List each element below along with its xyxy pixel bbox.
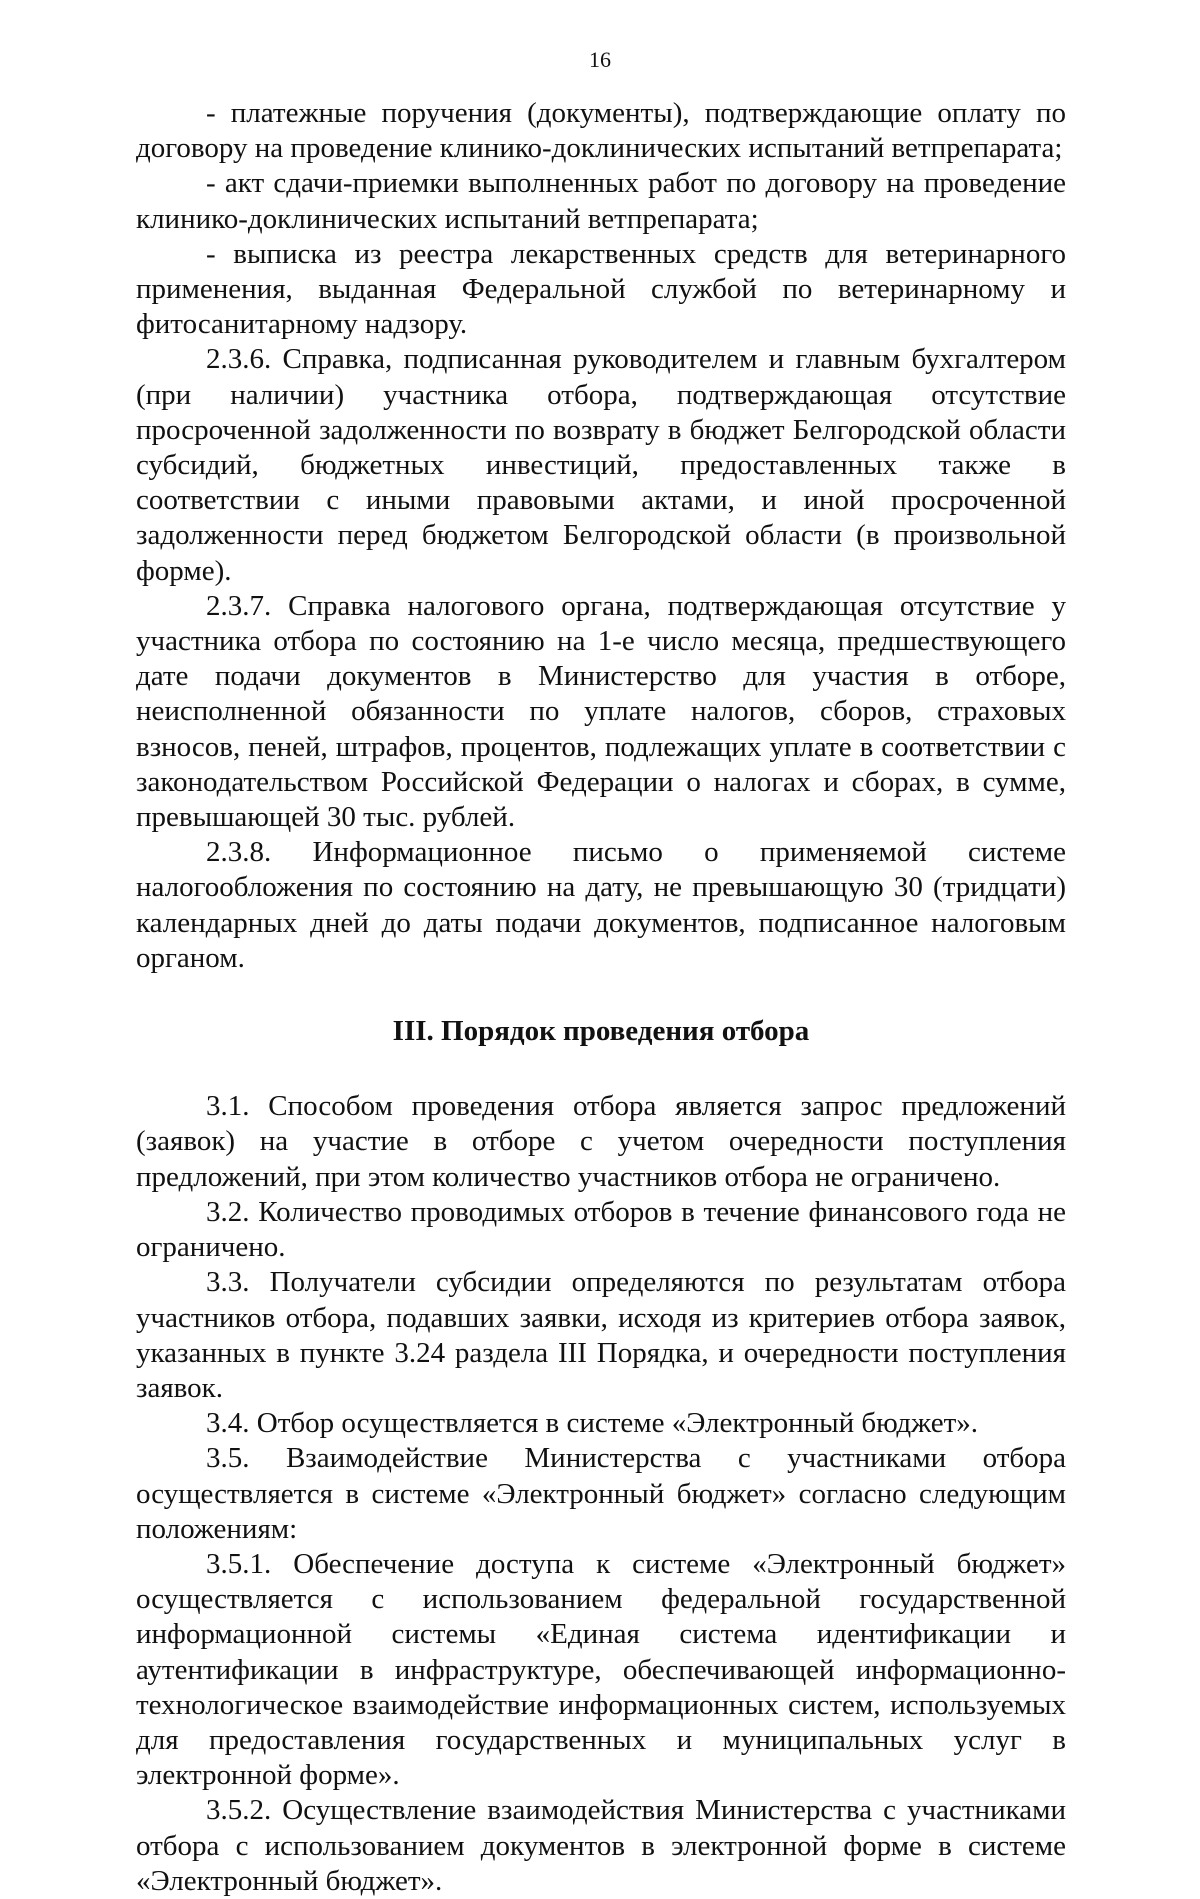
paragraph-3-5-2: 3.5.2. Осуществление взаимодействия Министерства с участниками отбора с использованием документов в электронной форме в системе «Электронный бюджет». — [136, 1794, 1066, 1897]
paragraph-3-5-1: 3.5.1. Обеспечение доступа к системе «Электронный бюджет» осуществляется с использованием федеральной государственной информационной системы «Единая система идентификации и аутентификации в инфраструктуре, обеспечивающей информационно-технологическое взаимодействие информационных систем, используемых для предоставления государственных и муниципальных услуг в электронной форме». — [136, 1547, 1066, 1792]
paragraph-2-3-7: 2.3.7. Справка налогового органа, подтверждающая отсутствие у участника отбора по состоянию на 1-е число месяца, предшествующего дате подачи документов в Министерство для участия в отборе, неисполненной обязанности по уплате налогов, сборов, страховых взносов, пеней, штрафов, процентов, подлежащих уплате в соответствии с законодательством Российской Федерации о налогах и сборах, в сумме, превышающей 30 тыс. рублей. — [136, 589, 1066, 834]
paragraph-3-4: 3.4. Отбор осуществляется в системе «Электронный бюджет». — [206, 1407, 979, 1440]
paragraph-registry-extract: - выписка из реестра лекарственных средств для ветеринарного применения, выданная Федеральной службой по ветеринарному и фитосанитарному надзору. — [136, 237, 1066, 341]
paragraph-3-5: 3.5. Взаимодействие Министерства с участниками отбора осуществляется в системе «Электронный бюджет» согласно следующим положениям: — [136, 1442, 1066, 1545]
paragraph-3-3: 3.3. Получатели субсидии определяются по результатам отбора участников отбора, подавших заявки, исходя из критериев отбора заявок, указанных в пункте 3.24 раздела III Порядка, и очередности поступления заявок. — [136, 1266, 1066, 1404]
paragraph-2-3-6: 2.3.6. Справка, подписанная руководителем и главным бухгалтером (при наличии) участника отбора, подтверждающая отсутствие просроченной задолженности по возврату в бюджет Белгородской области субсидий, бюджетных инвестиций, предоставленных также в соответствии с иными правовыми актами, и иной просроченной задолженности перед бюджетом Белгородской области (в произвольной форме). — [136, 343, 1066, 587]
paragraph-acceptance-act: - акт сдачи-приемки выполненных работ по договору на проведение клинико-доклинических испытаний ветпрепарата; — [136, 167, 1066, 235]
paragraph-3-1: 3.1. Способом проведения отбора является запрос предложений (заявок) на участие в отборе с учетом очередности поступления предложений, при этом количество участников отбора не ограничено. — [136, 1090, 1066, 1193]
document-body — [136, 96, 1066, 1899]
paragraph-payment-orders: - платежные поручения (документы), подтверждающие оплату по договору на проведение клинико-доклинических испытаний ветпрепарата; — [136, 97, 1066, 165]
section-heading: III. Порядок проведения отбора — [392, 1015, 810, 1048]
paragraph-3-2: 3.2. Количество проводимых отборов в течение финансового года не ограничено. — [136, 1195, 1066, 1264]
paragraph-2-3-8: 2.3.8. Информационное письмо о применяемой системе налогообложения по состоянию на дату, не превышающую 30 (тридцати) календарных дней до даты подачи документов, подписанное налоговым органом. — [136, 836, 1066, 974]
page-number: 16 — [589, 47, 611, 72]
